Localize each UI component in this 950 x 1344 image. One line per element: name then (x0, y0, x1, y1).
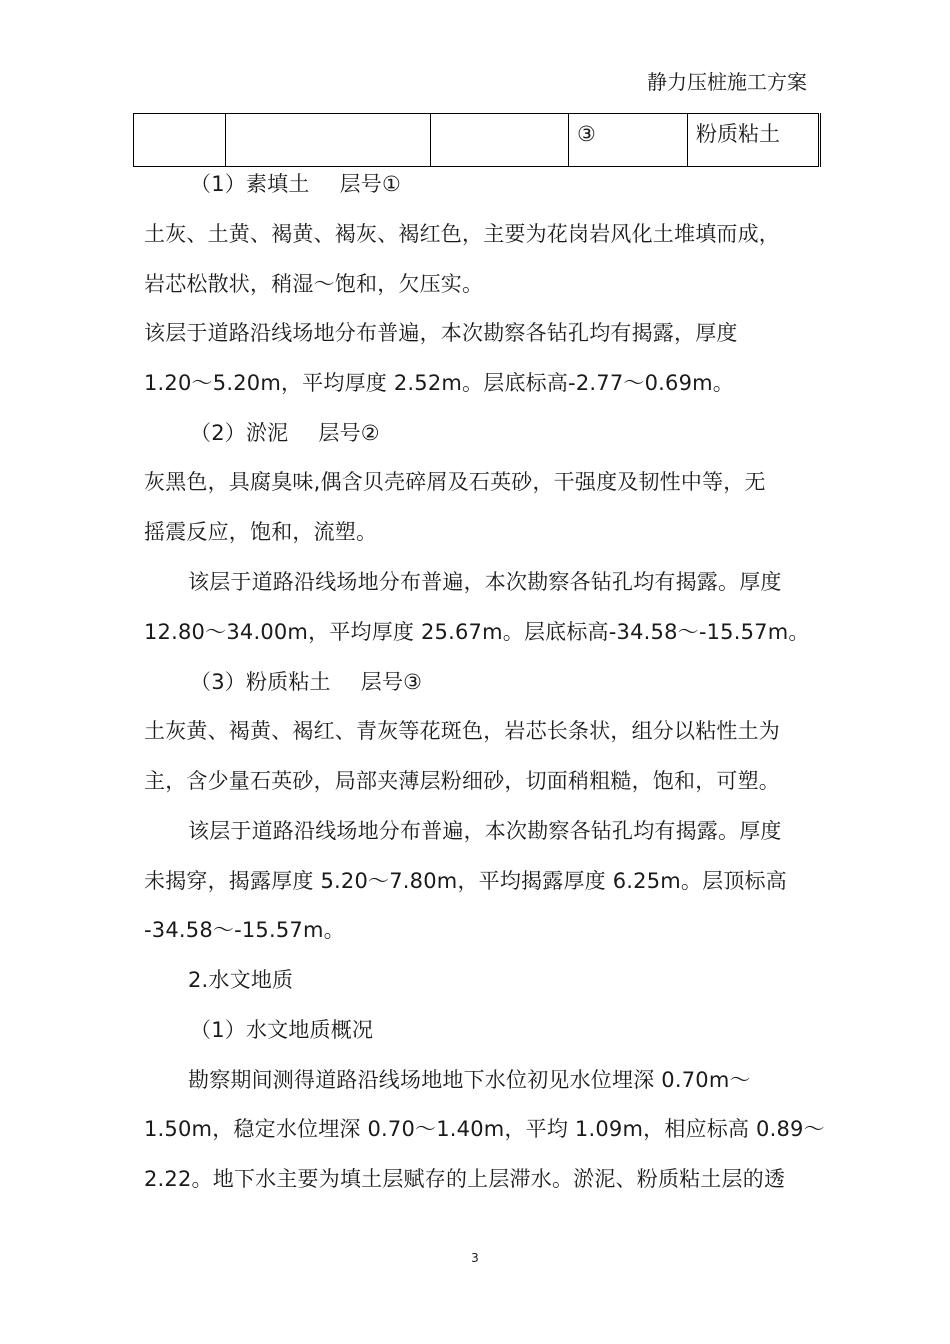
paragraph-line: 12.80～34.00m，平均厚度 25.67m。层底标高-34.58～-15.57m。 (144, 620, 810, 644)
paragraph-line: 1.50m，稳定水位埋深 0.70～1.40m，平均 1.09m，相应标高 0.89～ (144, 1117, 825, 1141)
section-silt-layer-no: 层号② (318, 421, 380, 445)
paragraph-line: 土灰、土黄、褐黄、褐灰、褐红色，主要为花岗岩风化土堆填而成， (144, 222, 780, 246)
table-cell (431, 114, 569, 167)
section-clay-layer-no: 层号③ (360, 670, 423, 694)
table-cell (134, 114, 226, 167)
page-number: 3 (471, 1251, 479, 1265)
section-fill-title: （1）素填土 (190, 172, 310, 196)
paragraph-line: -34.58～-15.57m。 (144, 918, 345, 942)
table-cell-layer-no: ③ (569, 114, 688, 167)
paragraph-line: 灰黑色，具腐臭味,偶含贝壳碎屑及石英砂，干强度及韧性中等，无 (144, 470, 766, 494)
paragraph-line: 主，含少量石英砂，局部夹薄层粉细砂，切面稍粗糙，饱和，可塑。 (144, 769, 780, 793)
section-silt-heading (190, 418, 380, 448)
section-silt-title: （2）淤泥 (190, 421, 289, 445)
paragraph-line: 摇震反应，饱和，流塑。 (144, 520, 378, 544)
paragraph-line: 2.22。地下水主要为填土层赋存的上层滞水。淤泥、粉质粘土层的透 (144, 1167, 786, 1191)
paragraph-line: 该层于道路沿线场地分布普遍，本次勘察各钻孔均有揭露。厚度 (188, 819, 782, 843)
table-cell-soil-type: 粉质粘土 (688, 114, 820, 167)
paragraph-line: 未揭穿，揭露厚度 5.20～7.80m，平均揭露厚度 6.25m。层顶标高 (144, 869, 787, 893)
paragraph-line: 该层于道路沿线场地分布普遍，本次勘察各钻孔均有揭露。厚度 (188, 570, 782, 594)
strata-table (133, 113, 821, 167)
section-fill-layer-no: 层号① (339, 172, 401, 196)
table-row (134, 114, 820, 167)
section-fill-heading (190, 169, 401, 199)
paragraph-line: 岩芯松散状，稍湿～饱和，欠压实。 (144, 272, 484, 296)
section-clay-heading (190, 667, 422, 697)
paragraph-line: 1.20～5.20m，平均厚度 2.52m。层底标高-2.77～0.69m。 (144, 371, 735, 395)
paragraph-line: 该层于道路沿线场地分布普遍，本次勘察各钻孔均有揭露，厚度 (144, 321, 738, 345)
section-hydro-heading: 2.水文地质 (188, 968, 294, 992)
section-hydro-subheading: （1）水文地质概况 (190, 1018, 374, 1042)
table-cell (226, 114, 431, 167)
paragraph-line: 土灰黄、褐黄、褐红、青灰等花斑色，岩芯长条状，组分以粘性土为 (144, 719, 780, 743)
section-clay-title: （3）粉质粘土 (190, 670, 331, 694)
document-header-title: 静力压桩施工方案 (647, 70, 807, 94)
paragraph-line: 勘察期间测得道路沿线场地地下水位初见水位埋深 0.70m～ (188, 1068, 751, 1092)
